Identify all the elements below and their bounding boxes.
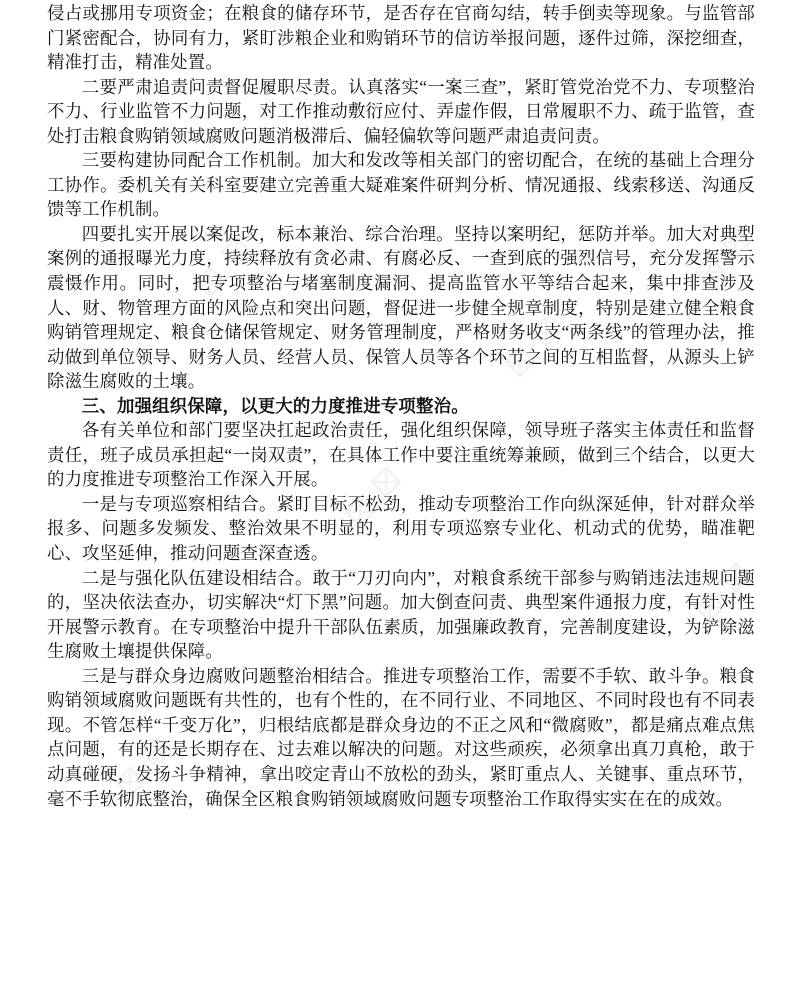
paragraph: 各有关单位和部门要坚决扛起政治责任，强化组织保障，领导班子落实主体责任和监督责任，班子成员承担起“一岗双责”，在具体工作中要注重统筹兼顾，做到三个结合，以更大的力度推进专项整治工作深入开展。 [47,420,755,490]
section-heading: 三、加强组织保障，以更大的力度推进专项整治。 [81,395,469,416]
paragraph: 一是与专项巡察相结合。紧盯目标不松劲，推动专项整治工作向纵深延伸，针对群众举报多、问题多发频发、整治效果不明显的，利用专项巡察专业化、机动式的优势，瞄准靶心、攻坚延伸，推动问题查深查透。 [47,493,755,564]
paragraph: 二要严肃追责问责督促履职尽责。认真落实“一案三查”，紧盯管党治党不力、专项整治不力、行业监管不力问题，对工作推动敷衍应付、弄虚作假，日常履职不力、疏于监管，查处打击粮食购销领域腐败问题消极滞后、偏轻偏软等问题严肃追责问责。 [47,76,755,146]
paragraph: 侵占或挪用专项资金；在粮食的储存环节，是否存在官商勾结，转手倒卖等现象。与监管部门紧密配合，协同有力，紧盯涉粮企业和购销环节的信访举报问题，逐件过筛，深挖细查，精准打击，精准处置。 [47,3,755,73]
paragraph: 三要构建协同配合工作机制。加大和发改等相关部门的密切配合，在统的基础上合理分工协作。委机关有关科室要建立完善重大疑难案件研判分析、情况通报、线索移送、沟通反馈等工作机制。 [47,150,755,220]
paragraph: 四要扎实开展以案促改，标本兼治、综合治理。坚持以案明纪，惩防并举。加大对典型案例的通报曝光力度，持续释放有贪必肃、有腐必反、一查到底的强烈信号，充分发挥警示震慑作用。同时，把专项整治与堵塞制度漏洞、提高监管水平等结合起来，集中排查涉及人、财、物管理方面的风险点和突出问题，督促进一步健全规章制度，特别是建立健全粮食购销管理规定、粮食仓储保管规定、财务管理制度，严格财务收支“两条线”的管理办法，推动做到单位领导、财务人员、经营人员、保管人员等各个环节之间的互相监督，从源头上铲除滋生腐败的土壤。 [47,223,755,392]
paragraph: 三是与群众身边腐败问题整治相结合。推进专项整治工作，需要不手软、敢斗争。粮食购销领域腐败问题既有共性的，也有个性的，在不同行业、不同地区、不同时段也有不同表现。不管怎样“千变万化”，归根结底都是群众身边的不正之风和“微腐败”，都是痛点难点焦点问题，有的还是长期存在、过去难以解决的问题。对这些顽疾，必须拿出真刀真枪，敢于动真碰硬，发扬斗争精神，拿出咬定青山不放松的劲头，紧盯重点人、关键事、重点环节，毫不手软彻底整治，确保全区粮食购销领域腐败问题专项整治工作取得实实在在的成效。 [47,665,755,809]
document-text-body [47,1,755,811]
paragraph: 二是与强化队伍建设相结合。敢于“刀刃向内”，对粮食系统干部参与购销违法违规问题的，坚决依法查办，切实解决“灯下黑”问题。加大倒查问责、典型案件通报力度，有针对性开展警示教育。在专项整治中提升干部队伍素质，加强廉政教育，完善制度建设，为铲除滋生腐败土壤提供保障。 [47,567,755,662]
